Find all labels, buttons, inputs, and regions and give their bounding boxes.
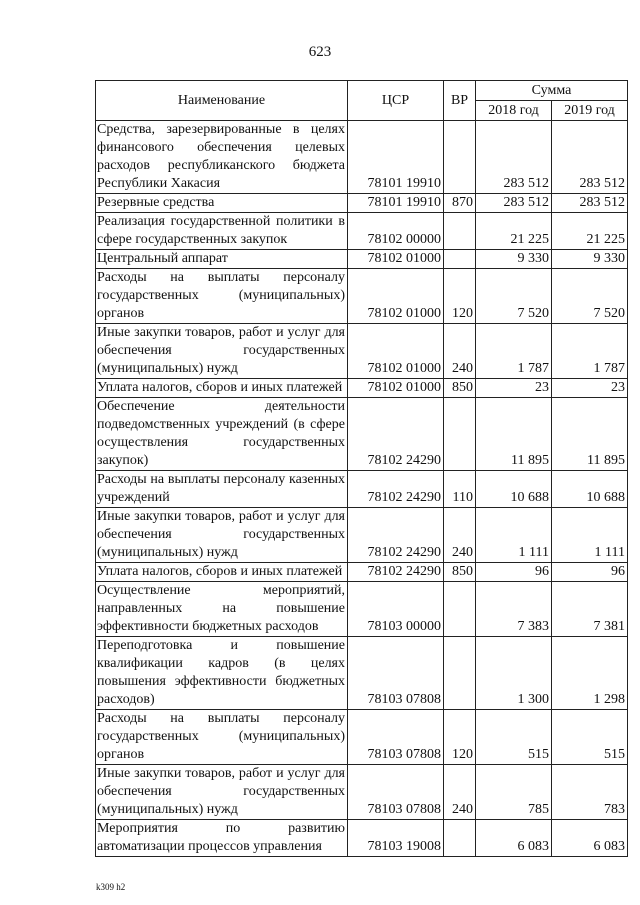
row-2019: 10 688 <box>552 471 628 508</box>
row-2019: 21 225 <box>552 213 628 250</box>
row-vr: 240 <box>444 765 476 820</box>
row-2018: 9 330 <box>476 250 552 269</box>
row-vr: 240 <box>444 324 476 379</box>
row-code: 78101 19910 <box>348 194 444 213</box>
row-2019: 283 512 <box>552 194 628 213</box>
table-row <box>96 121 628 194</box>
row-code: 78102 24290 <box>348 398 444 471</box>
row-2019: 23 <box>552 379 628 398</box>
table-row <box>96 269 628 324</box>
row-2018: 10 688 <box>476 471 552 508</box>
footer-code: k309 h2 <box>96 882 126 892</box>
row-name: Переподготовка и повышение квалификации кадров (в целях повышения эффективности бюджетных расходов) <box>96 637 348 710</box>
header-sum: Сумма <box>476 81 628 101</box>
table-row <box>96 765 628 820</box>
row-code: 78101 19910 <box>348 121 444 194</box>
row-vr <box>444 582 476 637</box>
row-vr <box>444 820 476 857</box>
row-name: Осуществление мероприятий, направленных на повышение эффективности бюджетных расходов <box>96 582 348 637</box>
row-code: 78103 00000 <box>348 582 444 637</box>
row-2018: 515 <box>476 710 552 765</box>
row-code: 78102 24290 <box>348 471 444 508</box>
table-row <box>96 582 628 637</box>
row-2018: 283 512 <box>476 121 552 194</box>
table-row <box>96 379 628 398</box>
row-2019: 1 111 <box>552 508 628 563</box>
row-2019: 96 <box>552 563 628 582</box>
table-row <box>96 471 628 508</box>
row-vr: 120 <box>444 269 476 324</box>
row-name: Резервные средства <box>96 194 348 213</box>
row-name: Иные закупки товаров, работ и услуг для обеспечения государственных (муниципальных) нужд <box>96 508 348 563</box>
row-vr: 870 <box>444 194 476 213</box>
row-code: 78102 01000 <box>348 324 444 379</box>
row-name: Мероприятия по развитию автоматизации процессов управления <box>96 820 348 857</box>
row-2018: 11 895 <box>476 398 552 471</box>
row-2019: 7 520 <box>552 269 628 324</box>
row-2018: 785 <box>476 765 552 820</box>
row-name: Реализация государственной политики в сфере государственных закупок <box>96 213 348 250</box>
header-code: ЦСР <box>348 81 444 121</box>
row-name: Расходы на выплаты персоналу казенных учреждений <box>96 471 348 508</box>
row-code: 78102 01000 <box>348 250 444 269</box>
row-name: Уплата налогов, сборов и иных платежей <box>96 563 348 582</box>
table-row <box>96 194 628 213</box>
row-vr <box>444 637 476 710</box>
table-row <box>96 820 628 857</box>
row-2019: 515 <box>552 710 628 765</box>
row-2019: 9 330 <box>552 250 628 269</box>
table-row <box>96 250 628 269</box>
row-2018: 1 787 <box>476 324 552 379</box>
row-name: Иные закупки товаров, работ и услуг для обеспечения государственных (муниципальных) нужд <box>96 765 348 820</box>
row-code: 78102 01000 <box>348 269 444 324</box>
row-code: 78103 07808 <box>348 765 444 820</box>
row-name: Уплата налогов, сборов и иных платежей <box>96 379 348 398</box>
row-2018: 283 512 <box>476 194 552 213</box>
row-code: 78102 00000 <box>348 213 444 250</box>
budget-table <box>95 80 628 857</box>
table-row <box>96 508 628 563</box>
row-2018: 23 <box>476 379 552 398</box>
row-2018: 1 300 <box>476 637 552 710</box>
row-2019: 6 083 <box>552 820 628 857</box>
row-name: Средства, зарезервированные в целях финансового обеспечения целевых расходов республиканского бюджета Республики Хакасия <box>96 121 348 194</box>
row-2018: 7 383 <box>476 582 552 637</box>
table-row <box>96 324 628 379</box>
row-vr <box>444 121 476 194</box>
row-name: Обеспечение деятельности подведомственных учреждений (в сфере осуществления государственных закупок) <box>96 398 348 471</box>
row-2019: 1 787 <box>552 324 628 379</box>
row-vr: 110 <box>444 471 476 508</box>
row-2019: 7 381 <box>552 582 628 637</box>
row-vr: 850 <box>444 379 476 398</box>
page-number: 623 <box>308 44 332 60</box>
row-vr: 120 <box>444 710 476 765</box>
table-body <box>96 121 628 857</box>
row-code: 78103 19008 <box>348 820 444 857</box>
table-row <box>96 637 628 710</box>
row-2019: 283 512 <box>552 121 628 194</box>
row-name: Расходы на выплаты персоналу государственных (муниципальных) органов <box>96 710 348 765</box>
row-code: 78103 07808 <box>348 637 444 710</box>
row-2018: 1 111 <box>476 508 552 563</box>
header-vr: ВР <box>444 81 476 121</box>
header-name: Наименование <box>96 81 348 121</box>
header-2019: 2019 год <box>552 101 628 121</box>
row-code: 78102 01000 <box>348 379 444 398</box>
table-row <box>96 213 628 250</box>
table-row <box>96 563 628 582</box>
row-2018: 96 <box>476 563 552 582</box>
row-name: Иные закупки товаров, работ и услуг для обеспечения государственных (муниципальных) нужд <box>96 324 348 379</box>
row-name: Центральный аппарат <box>96 250 348 269</box>
table-row <box>96 710 628 765</box>
row-vr <box>444 213 476 250</box>
row-2018: 7 520 <box>476 269 552 324</box>
row-name: Расходы на выплаты персоналу государственных (муниципальных) органов <box>96 269 348 324</box>
row-vr: 850 <box>444 563 476 582</box>
table-row <box>96 398 628 471</box>
row-vr <box>444 398 476 471</box>
row-code: 78103 07808 <box>348 710 444 765</box>
header-2018: 2018 год <box>476 101 552 121</box>
row-2018: 6 083 <box>476 820 552 857</box>
row-code: 78102 24290 <box>348 563 444 582</box>
row-vr <box>444 250 476 269</box>
row-2019: 11 895 <box>552 398 628 471</box>
row-2019: 1 298 <box>552 637 628 710</box>
row-vr: 240 <box>444 508 476 563</box>
row-code: 78102 24290 <box>348 508 444 563</box>
row-2018: 21 225 <box>476 213 552 250</box>
row-2019: 783 <box>552 765 628 820</box>
